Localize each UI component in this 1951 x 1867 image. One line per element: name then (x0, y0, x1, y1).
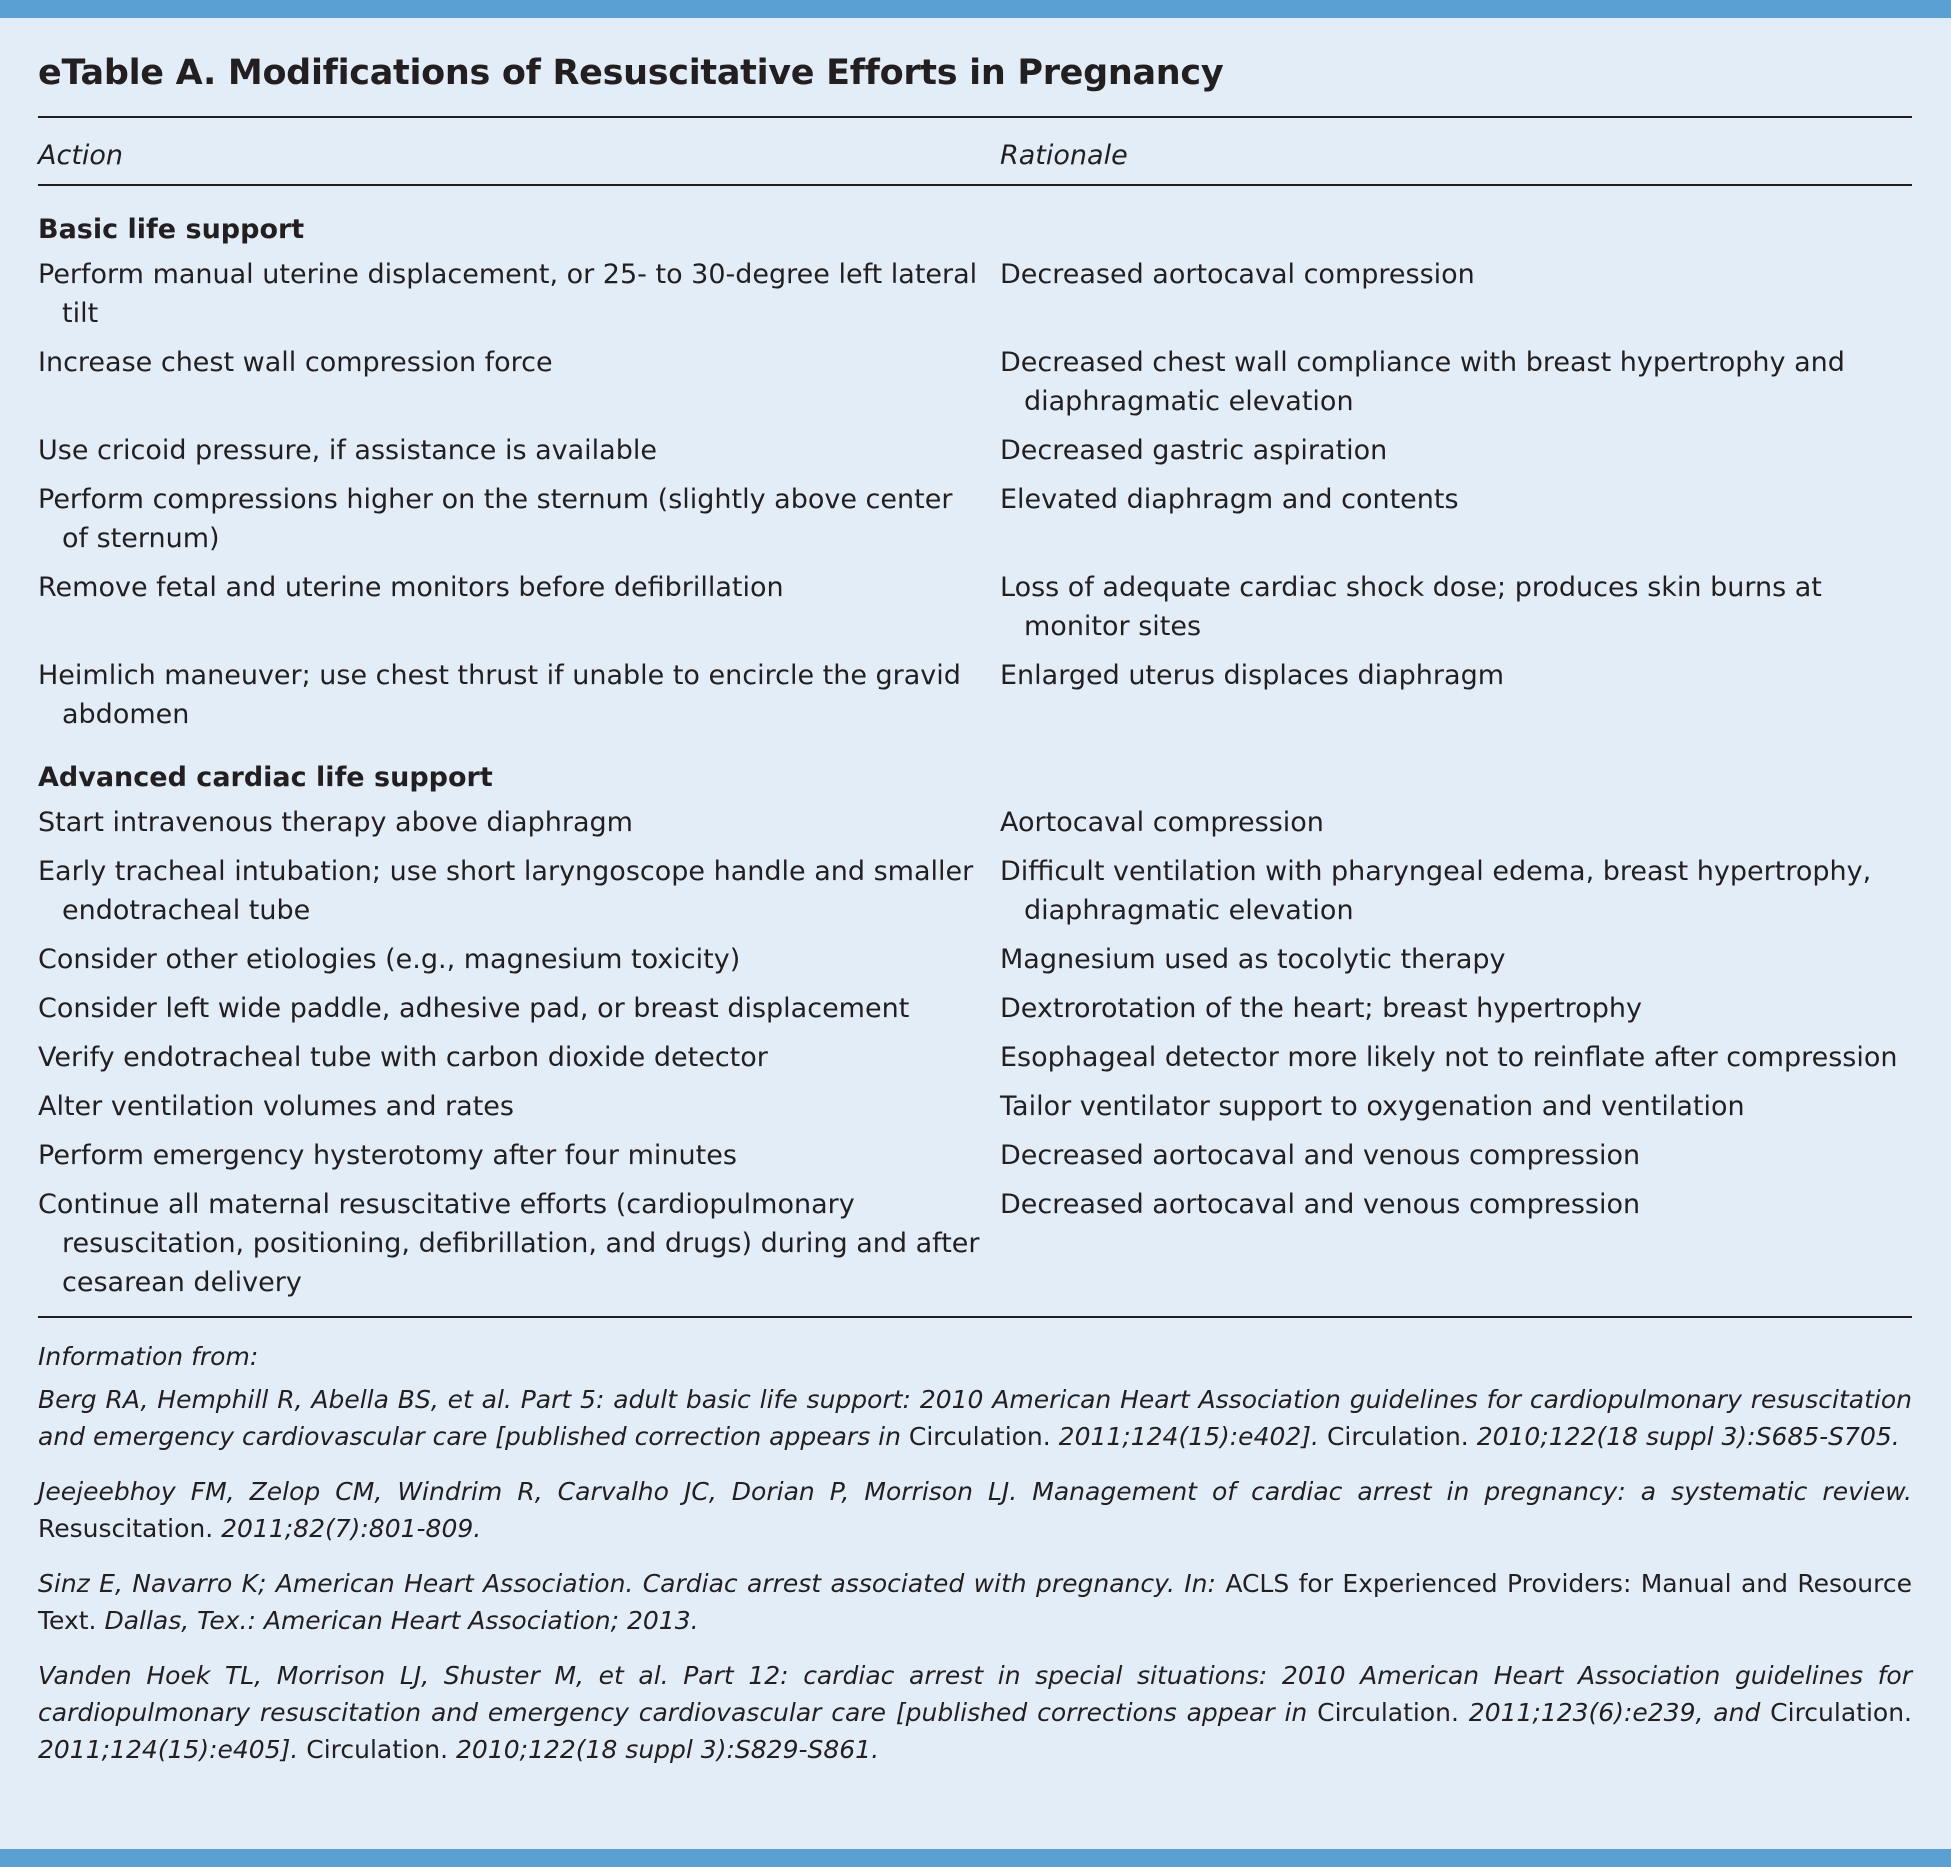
reference-text: 2010;122(18 suppl 3):S685-S705. (1468, 1422, 1900, 1451)
action-cell: Verify endotracheal tube with carbon dioxide detector (38, 1042, 768, 1073)
reference-entry (38, 1381, 1912, 1455)
rationale-cell: Decreased chest wall compliance with breast hypertrophy and diaphragmatic elevation (1000, 347, 1845, 417)
reference-source-title: Resuscitation. (38, 1514, 214, 1543)
reference-source-title: Circulation. (1326, 1422, 1469, 1451)
reference-entry (38, 1473, 1912, 1547)
reference-source-title: Circulation. (1770, 1698, 1912, 1727)
table-title: eTable A. Modifications of Resuscitative Efforts in Pregnancy (38, 53, 1224, 93)
reference-source-title: Circulation. (306, 1735, 449, 1764)
table-row (38, 1136, 1912, 1175)
action-cell: Perform emergency hysterotomy after four minutes (38, 1140, 737, 1171)
table-row (38, 568, 1912, 646)
reference-source-title: ACLS for Experienced Providers: Manual and Resource Text. (38, 1569, 1912, 1635)
rationale-cell: Decreased aortocaval compression (1000, 259, 1475, 290)
rationale-cell: Enlarged uterus displaces diaphragm (1000, 660, 1505, 691)
rationale-cell: Elevated diaphragm and contents (1000, 484, 1459, 515)
table-row (38, 343, 1912, 421)
action-cell: Consider left wide paddle, adhesive pad, or breast displacement (38, 993, 910, 1024)
table-row (38, 431, 1912, 470)
reference-text: Sinz E, Navarro K; American Heart Association. Cardiac arrest associated with pregnancy. In: (38, 1569, 1226, 1598)
rationale-cell: Loss of adequate cardiac shock dose; produces skin burns at monitor sites (1000, 572, 1822, 642)
rationale-cell: Decreased aortocaval and venous compression (1000, 1140, 1641, 1171)
action-cell: Continue all maternal resuscitative efforts (cardiopulmonary resuscitation, positioning, defibrillation, and drugs) during and after cesarean delivery (38, 1189, 980, 1298)
rationale-cell: Decreased aortocaval and venous compression (1000, 1189, 1641, 1220)
reference-list (38, 1381, 1912, 1768)
table-row (38, 255, 1912, 333)
table-row (38, 940, 1912, 979)
rationale-cell: Dextrorotation of the heart; breast hypertrophy (1000, 993, 1642, 1024)
action-cell: Perform compressions higher on the sternum (slightly above center of sternum) (38, 484, 953, 554)
rationale-cell: Tailor ventilator support to oxygenation and ventilation (1000, 1091, 1745, 1122)
table-row (38, 852, 1912, 930)
column-header-row (38, 118, 1912, 184)
reference-source-title: Circulation. (1317, 1698, 1459, 1727)
action-cell: Start intravenous therapy above diaphragm (38, 807, 633, 838)
reference-text: Jeejeebhoy FM, Zelop CM, Windrim R, Carvalho JC, Dorian P, Morrison LJ. Management of cardiac arrest in pregnancy: a systematic review. (38, 1477, 1912, 1506)
reference-text: 2011;82(7):801-809. (213, 1514, 482, 1543)
action-cell: Early tracheal intubation; use short laryngoscope handle and smaller endotracheal tube (38, 856, 974, 926)
reference-text: 2011;124(15):e405]. (38, 1735, 307, 1764)
action-cell: Perform manual uterine displacement, or 25- to 30-degree left lateral tilt (38, 259, 978, 329)
reference-entry (38, 1657, 1912, 1768)
rationale-cell: Difficult ventilation with pharyngeal edema, breast hypertrophy, diaphragmatic elevation (1000, 856, 1872, 926)
table-row (38, 656, 1912, 734)
action-cell: Alter ventilation volumes and rates (38, 1091, 514, 1122)
action-cell: Increase chest wall compression force (38, 347, 553, 378)
top-accent-bar (0, 0, 1951, 18)
action-cell: Remove fetal and uterine monitors before defibrillation (38, 572, 784, 603)
reference-text: Dallas, Tex.: American Heart Association; 2013. (96, 1606, 699, 1635)
table-row (38, 1087, 1912, 1126)
table-container (38, 48, 1912, 1786)
rationale-cell: Magnesium used as tocolytic therapy (1000, 944, 1506, 975)
reference-entry (38, 1565, 1912, 1639)
source-notes (38, 1318, 1912, 1768)
table-row (38, 1185, 1912, 1302)
reference-text: 2011;123(6):e239, and (1458, 1698, 1771, 1727)
rationale-cell: Aortocaval compression (1000, 807, 1324, 838)
reference-text: 2010;122(18 suppl 3):S829-S861. (448, 1735, 880, 1764)
bottom-accent-bar (0, 1849, 1951, 1867)
action-cell: Use cricoid pressure, if assistance is available (38, 435, 657, 466)
action-cell: Heimlich maneuver; use chest thrust if unable to encircle the gravid abdomen (38, 660, 961, 730)
action-cell: Consider other etiologies (e.g., magnesium toxicity) (38, 944, 741, 975)
table-row (38, 480, 1912, 558)
rationale-cell: Decreased gastric aspiration (1000, 435, 1388, 466)
rationale-cell: Esophageal detector more likely not to reinflate after compression (1000, 1042, 1898, 1073)
table-row (38, 803, 1912, 842)
section-heading: Basic life support (38, 214, 305, 245)
section-heading: Advanced cardiac life support (38, 762, 493, 793)
column-header-action: Action (38, 140, 124, 171)
sources-heading: Information from: (38, 1342, 259, 1371)
table-row (38, 1038, 1912, 1077)
reference-source-title: Circulation. (908, 1422, 1051, 1451)
table-row (38, 989, 1912, 1028)
reference-text: Berg RA, Hemphill R, Abella BS, et al. Part 5: adult basic life support: 2010 American Heart Association guidelines for cardiopulmonary resuscitation and emergency cardiovascular care [published correction appears in (38, 1385, 1912, 1451)
column-header-rationale: Rationale (1000, 140, 1128, 171)
header-rule (38, 184, 1912, 186)
table-body (38, 210, 1912, 1302)
reference-text: Vanden Hoek TL, Morrison LJ, Shuster M, et al. Part 12: cardiac arrest in special situations: 2010 American Heart Association guidelines for cardiopulmonary resuscitation and emergency cardiovascular care [published corrections appear in (38, 1661, 1912, 1727)
reference-text: 2011;124(15):e402]. (1050, 1422, 1327, 1451)
